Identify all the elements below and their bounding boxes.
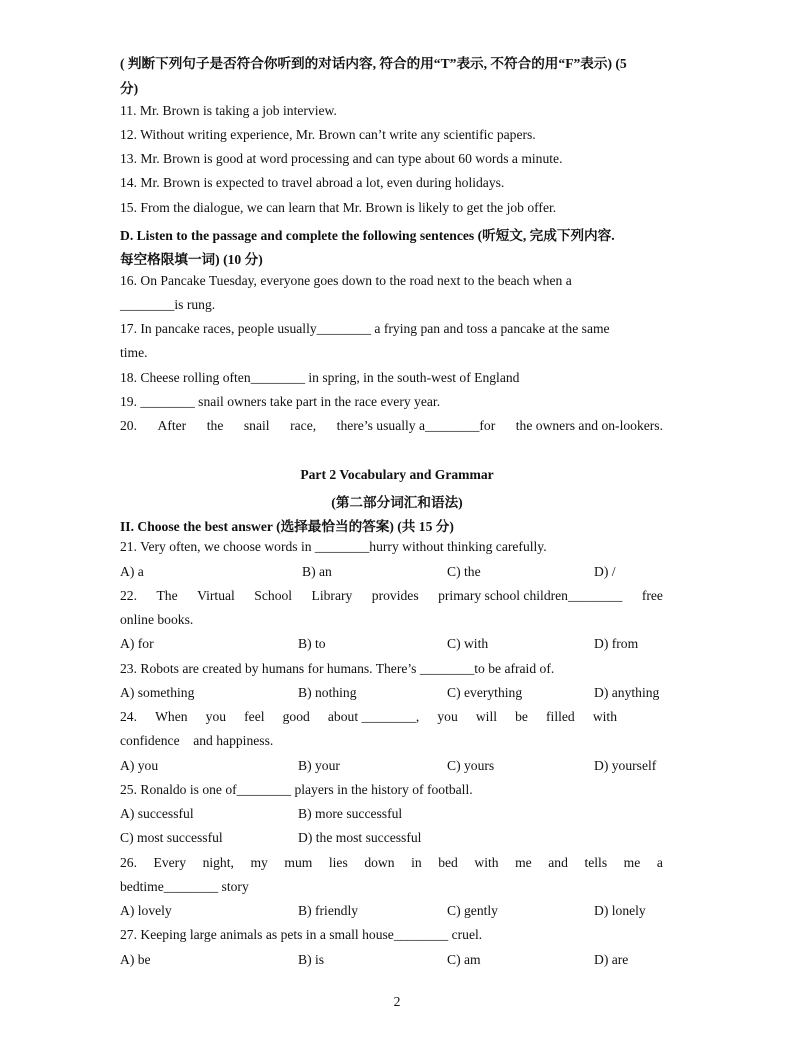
option-a: A) for <box>120 636 154 651</box>
option-b: B) nothing <box>298 685 357 700</box>
option-d: D) / <box>594 564 616 579</box>
section-c-instructions-cont: 分) <box>120 81 139 96</box>
part-title: Part 2 Vocabulary and Grammar <box>300 467 494 482</box>
statement-13: 13. Mr. Brown is good at word processing and can type about 60 words a minute. <box>120 151 563 166</box>
question-18: 18. Cheese rolling often________ in spring, in the south-west of England <box>120 370 520 385</box>
question-26-cont: bedtime________ story <box>120 879 249 894</box>
question-25: 25. Ronaldo is one of________ players in the history of football. <box>120 782 473 797</box>
option-c: C) everything <box>447 685 523 700</box>
statement-14: 14. Mr. Brown is expected to travel abroad a lot, even during holidays. <box>120 175 505 190</box>
option-c: C) the <box>447 564 481 579</box>
option-a: A) be <box>120 952 151 967</box>
part-subtitle: (第二部分词汇和语法) <box>331 495 463 510</box>
option-a: A) you <box>120 758 159 773</box>
option-c: C) yours <box>447 758 495 773</box>
statement-12: 12. Without writing experience, Mr. Brown can’t write any scientific papers. <box>120 127 536 142</box>
question-17: 17. In pancake races, people usually________ a frying pan and toss a pancake at the same <box>120 321 610 336</box>
option-c: C) am <box>447 952 481 967</box>
question-23: 23. Robots are created by humans for humans. There’s ________to be afraid of. <box>120 661 555 676</box>
page-number: 2 <box>393 994 401 1009</box>
section-ii-instructions: II. Choose the best answer (选择最恰当的答案) (共 15 分) <box>120 519 454 534</box>
option-a: A) something <box>120 685 195 700</box>
option-d: D) are <box>594 952 629 967</box>
option-d: D) lonely <box>594 903 646 918</box>
option-b: B) an <box>302 564 332 579</box>
question-17-cont: time. <box>120 345 148 360</box>
question-27: 27. Keeping large animals as pets in a small house________ cruel. <box>120 927 483 942</box>
option-b: B) is <box>298 952 325 967</box>
question-16: 16. On Pancake Tuesday, everyone goes down to the road next to the beach when a <box>120 273 572 288</box>
section-c-instructions: ( 判断下列句子是否符合你听到的对话内容, 符合的用“T”表示, 不符合的用“F”表示) (5 <box>120 56 627 71</box>
option-c: C) with <box>447 636 489 651</box>
option-b: B) your <box>298 758 340 773</box>
question-16-cont: ________is rung. <box>120 297 216 312</box>
option-c: C) gently <box>447 903 498 918</box>
option-c: C) most successful <box>120 830 223 845</box>
statement-15: 15. From the dialogue, we can learn that Mr. Brown is likely to get the job offer. <box>120 200 557 215</box>
option-d: D) anything <box>594 685 660 700</box>
option-d: D) the most successful <box>298 830 422 845</box>
option-a: A) successful <box>120 806 194 821</box>
question-20: 20. After the snail race, there’s usually a________for the owners and on-lookers. <box>120 418 663 433</box>
question-26: 26. Every night, my mum lies down in bed with me and tells me a <box>120 855 663 870</box>
question-19: 19. ________ snail owners take part in the race every year. <box>120 394 441 409</box>
question-22-cont: online books. <box>120 612 194 627</box>
section-d-instructions: D. Listen to the passage and complete the following sentences (听短文, 完成下列内容. <box>120 228 615 243</box>
question-22: 22. The Virtual School Library provides primary school children________ free <box>120 588 663 603</box>
statement-11: 11. Mr. Brown is taking a job interview. <box>120 103 337 118</box>
section-d-instructions-cont: 每空格限填一词) (10 分) <box>120 252 263 267</box>
option-b: B) to <box>298 636 326 651</box>
option-b: B) more successful <box>298 806 403 821</box>
option-d: D) from <box>594 636 639 651</box>
question-24-cont: confidence and happiness. <box>120 733 274 748</box>
question-21: 21. Very often, we choose words in ________hurry without thinking carefully. <box>120 539 547 554</box>
question-24: 24. When you feel good about ________, you will be filled with <box>120 709 617 724</box>
option-a: A) lovely <box>120 903 172 918</box>
option-d: D) yourself <box>594 758 657 773</box>
option-b: B) friendly <box>298 903 359 918</box>
option-a: A) a <box>120 564 144 579</box>
